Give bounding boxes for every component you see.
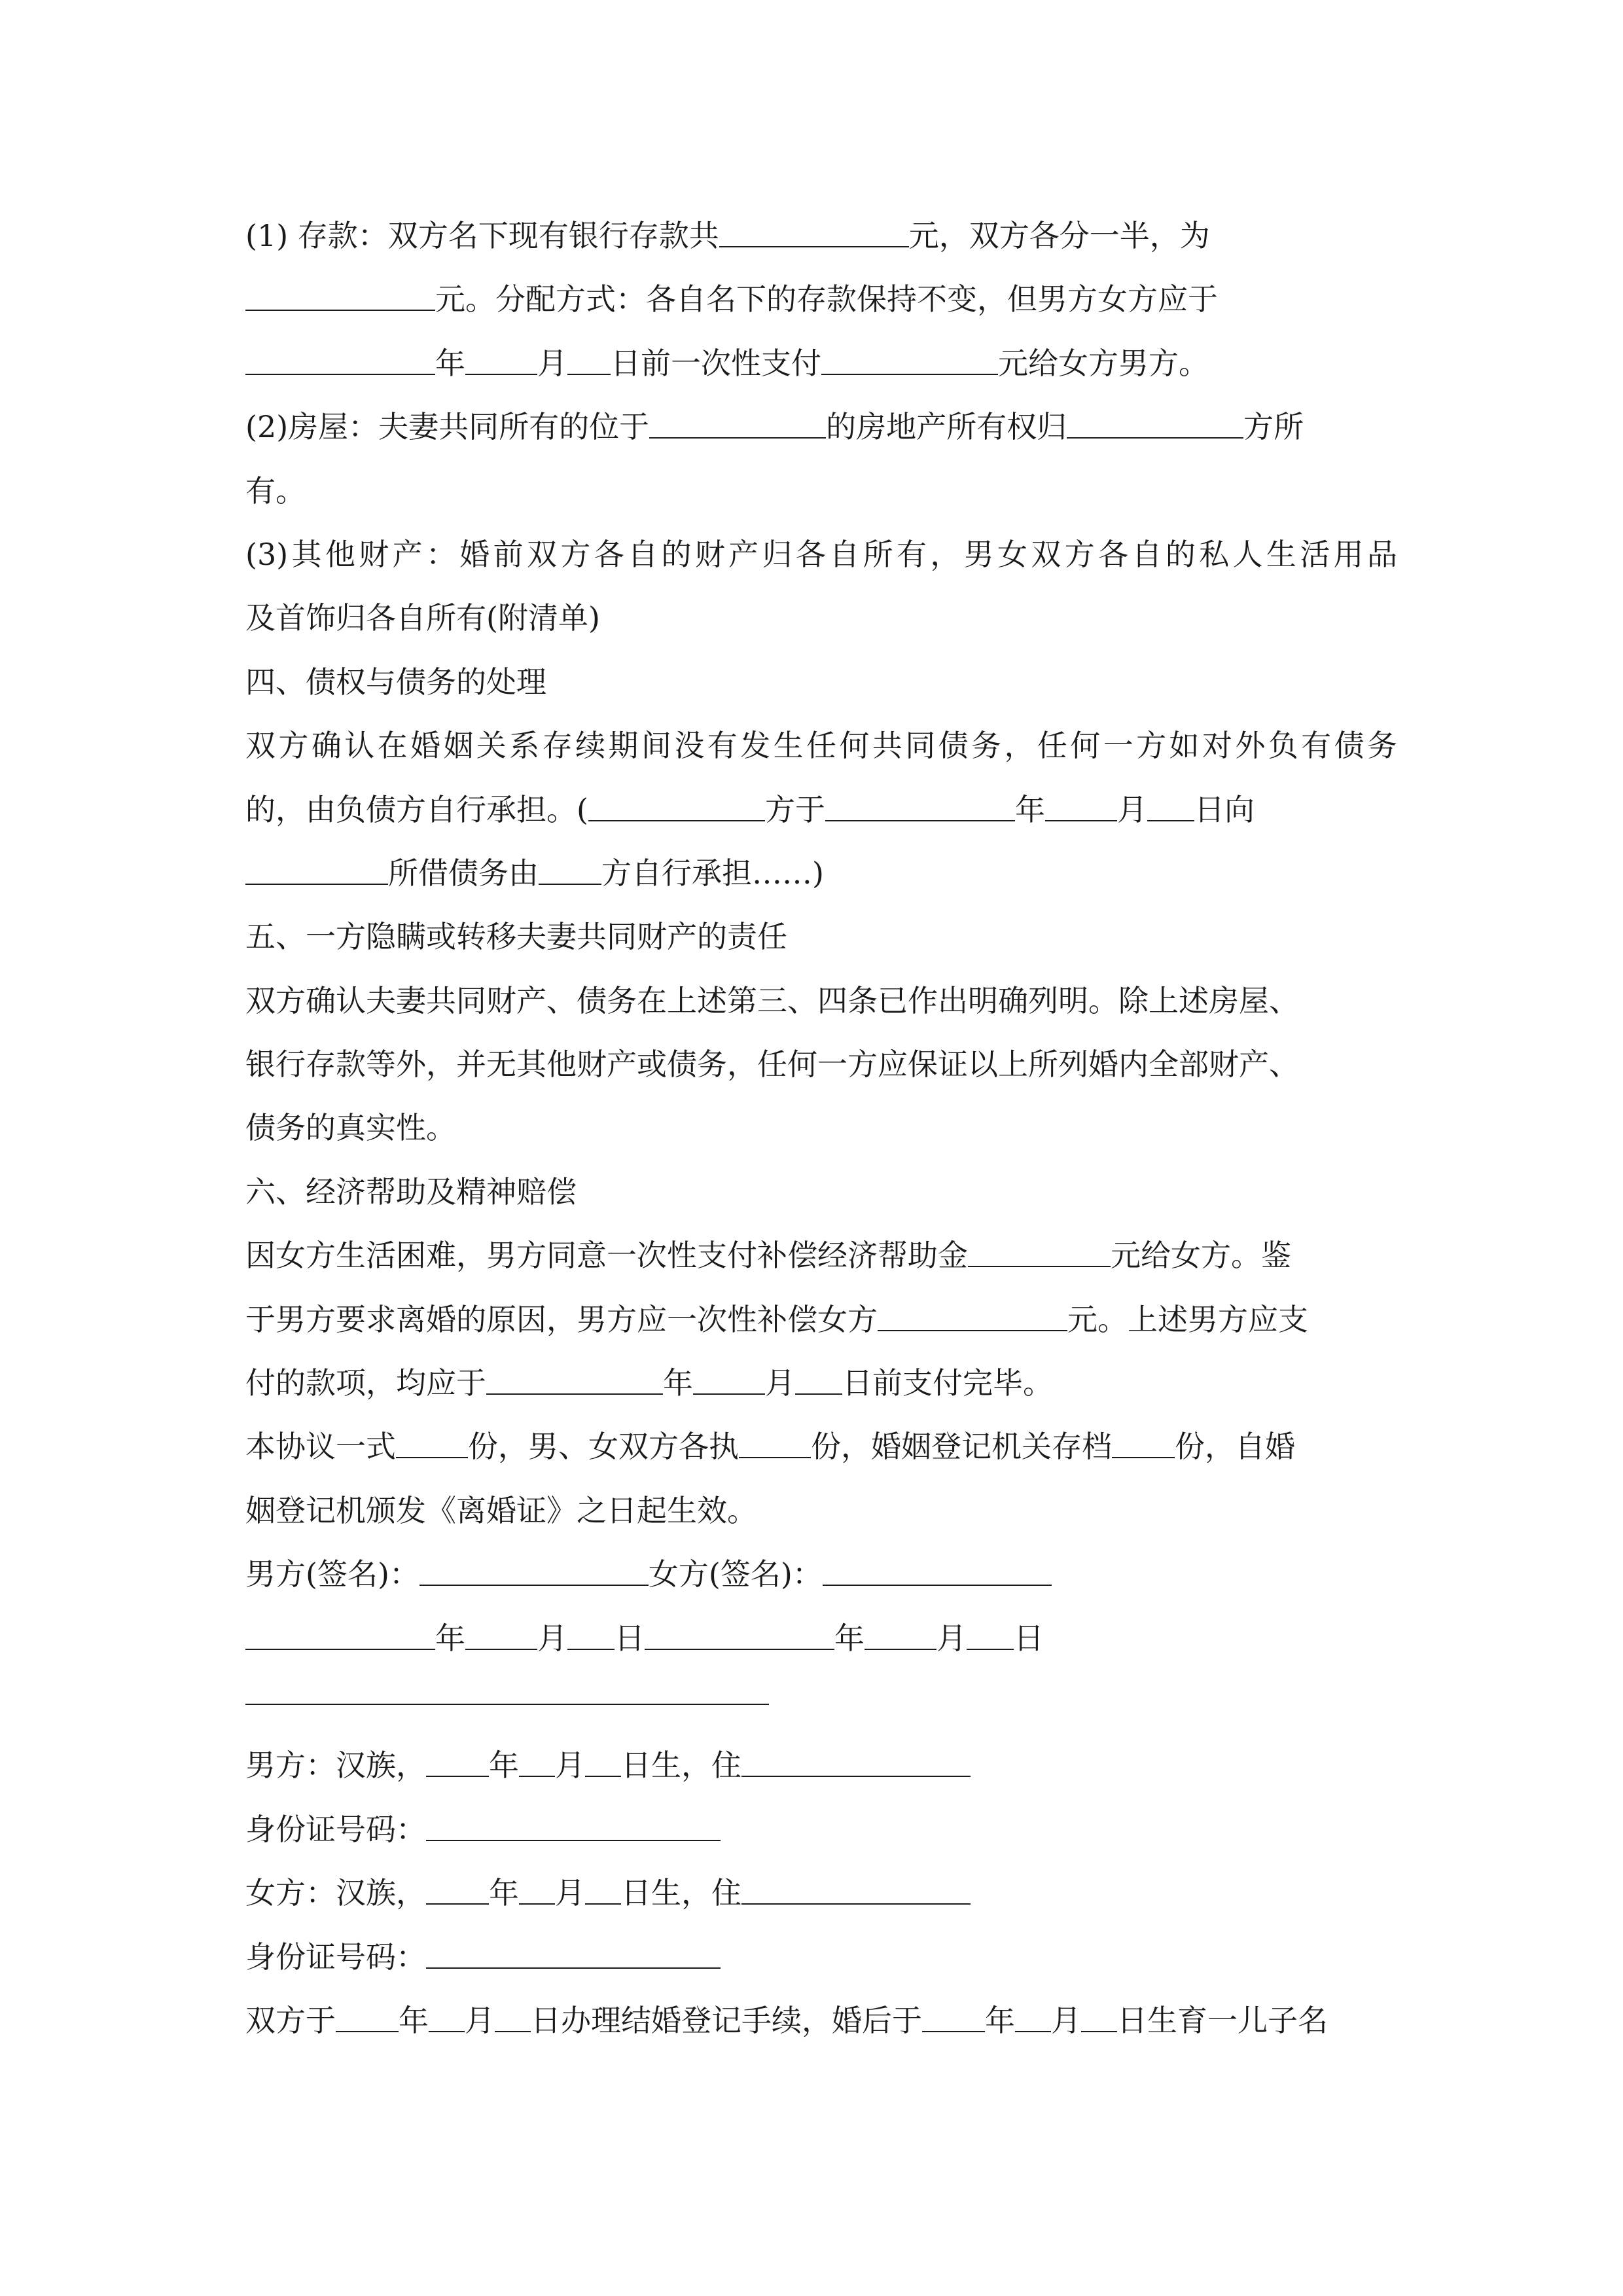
house-owner-blank[interactable]: [1067, 411, 1243, 439]
separator-line: [245, 1670, 1397, 1734]
debt-responsible-party-blank[interactable]: [539, 857, 601, 885]
concealment-heading: 五、一方隐瞒或转移夫妻共同财产的责任: [245, 919, 787, 955]
child-birth-month-blank[interactable]: [1015, 2005, 1051, 2032]
female-birth-month-blank[interactable]: [519, 1877, 555, 1905]
male-sign-day-blank[interactable]: [567, 1623, 615, 1650]
marriage-line: 双方于 年 月 日办理结婚登记手续，婚后于 年 月 日生育一儿子名: [245, 2002, 1328, 2038]
total-savings-blank[interactable]: [719, 220, 909, 247]
female-birth-day-blank[interactable]: [585, 1877, 621, 1905]
male-birth-year-blank[interactable]: [426, 1749, 489, 1777]
signature-line: 男方(签名)： 女方(签名)：: [245, 1543, 1397, 1606]
compensation-heading: 六、经济帮助及精神赔偿: [245, 1174, 577, 1210]
child-birth-day-blank[interactable]: [1081, 2005, 1117, 2032]
payment-day-blank[interactable]: [567, 348, 611, 375]
debt-year-blank[interactable]: [825, 794, 1015, 821]
child-birth-year-blank[interactable]: [922, 2005, 985, 2032]
payment-year-blank[interactable]: [245, 348, 435, 375]
payment-amount-blank[interactable]: [821, 348, 998, 375]
female-sign-month-blank[interactable]: [865, 1623, 936, 1650]
registry-copies-blank[interactable]: [1112, 1431, 1175, 1458]
concealment-line-3: 债务的真实性。: [245, 1110, 456, 1146]
male-birth-day-blank[interactable]: [585, 1749, 621, 1777]
male-sign-month-blank[interactable]: [465, 1623, 537, 1650]
compensation-amount-blank[interactable]: [878, 1304, 1067, 1331]
female-id-blank[interactable]: [426, 1941, 721, 1969]
other-property-line-1: (3)其他财产：婚前双方各自的财产归各自所有，男女双方各自的私人生活用品: [245, 536, 1397, 572]
signature-date-line: 年 月 日 年 月 日: [245, 1607, 1397, 1670]
economic-aid-amount-blank[interactable]: [968, 1240, 1111, 1267]
female-address-blank[interactable]: [741, 1877, 971, 1905]
savings-line-1: (1) 存款：双方名下现有银行存款共 元，双方各分一半，为: [245, 204, 1397, 268]
debt-line-2: 的，由负债方自行承担。( 方于 年 月 日向: [245, 791, 1255, 827]
debt-day-blank[interactable]: [1147, 794, 1194, 821]
house-line-2: 有。: [245, 473, 306, 509]
compensation-month-blank[interactable]: [693, 1367, 765, 1395]
agreement-page: [245, 204, 1397, 2053]
copies-line-1: 本协议一式 份，男、女双方各执 份，婚姻登记机关存档 份，自婚: [245, 1429, 1295, 1465]
male-id-line: 身份证号码：: [245, 1798, 1397, 1861]
concealment-line-2: 银行存款等外，并无其他财产或债务，任何一方应保证以上所列婚内全部财产、: [245, 1047, 1299, 1083]
each-share-amount-blank[interactable]: [245, 283, 435, 311]
female-birth-year-blank[interactable]: [426, 1877, 489, 1905]
male-sign-year-blank[interactable]: [245, 1623, 435, 1650]
debt-line-1: 双方确认在婚姻关系存续期间没有发生任何共同债务，任何一方如对外负有债务: [245, 728, 1397, 764]
debt-month-blank[interactable]: [1045, 794, 1117, 821]
savings-line-2: 元。分配方式：各自名下的存款保持不变，但男方女方应于: [245, 268, 1397, 331]
male-address-blank[interactable]: [741, 1749, 971, 1777]
marriage-day-blank[interactable]: [495, 2005, 531, 2032]
debt-heading: 四、债权与债务的处理: [245, 664, 546, 700]
compensation-line-3: 付的款项，均应于 年 月 日前支付完毕。: [245, 1365, 1053, 1401]
marriage-year-blank[interactable]: [336, 2005, 399, 2032]
female-sign-day-blank[interactable]: [967, 1623, 1014, 1650]
debt-creditor-blank[interactable]: [245, 857, 388, 885]
marriage-month-blank[interactable]: [429, 2005, 465, 2032]
compensation-line-2: 于男方要求离婚的原因，男方应一次性补偿女方 元。上述男方应支: [245, 1301, 1308, 1337]
female-sign-year-blank[interactable]: [645, 1623, 834, 1650]
debt-party-blank[interactable]: [588, 794, 765, 821]
male-party-line: 男方：汉族， 年 月 日生，住: [245, 1734, 1397, 1797]
house-line-1: (2)房屋：夫妻共同所有的位于 的房地产所有权归 方所: [245, 409, 1304, 445]
compensation-line-1: 因女方生活困难，男方同意一次性支付补偿经济帮助金 元给女方。鉴: [245, 1238, 1291, 1274]
house-location-blank[interactable]: [649, 411, 826, 439]
compensation-year-blank[interactable]: [486, 1367, 663, 1395]
concealment-line-1: 双方确认夫妻共同财产、债务在上述第三、四条已作出明确列明。除上述房屋、: [245, 982, 1299, 1018]
female-signature-blank[interactable]: [823, 1558, 1052, 1586]
debt-line-3: 所借债务由 方自行承担……): [245, 842, 1397, 905]
other-property-line-2: 及首饰归各自所有(附清单): [245, 600, 600, 636]
male-birth-month-blank[interactable]: [519, 1749, 555, 1777]
each-party-copies-blank[interactable]: [739, 1431, 811, 1458]
copies-line-2: 姻登记机颁发《离婚证》之日起生效。: [245, 1492, 757, 1528]
female-id-line: 身份证号码：: [245, 1926, 1397, 1989]
total-copies-blank[interactable]: [396, 1431, 468, 1458]
male-id-blank[interactable]: [426, 1814, 721, 1841]
divider: [245, 1704, 769, 1705]
payment-month-blank[interactable]: [465, 348, 537, 375]
compensation-day-blank[interactable]: [795, 1367, 842, 1395]
male-signature-blank[interactable]: [419, 1558, 649, 1586]
female-party-line: 女方：汉族， 年 月 日生，住: [245, 1861, 1397, 1925]
savings-line-3: 年 月 日前一次性支付 元给女方男方。: [245, 332, 1397, 395]
